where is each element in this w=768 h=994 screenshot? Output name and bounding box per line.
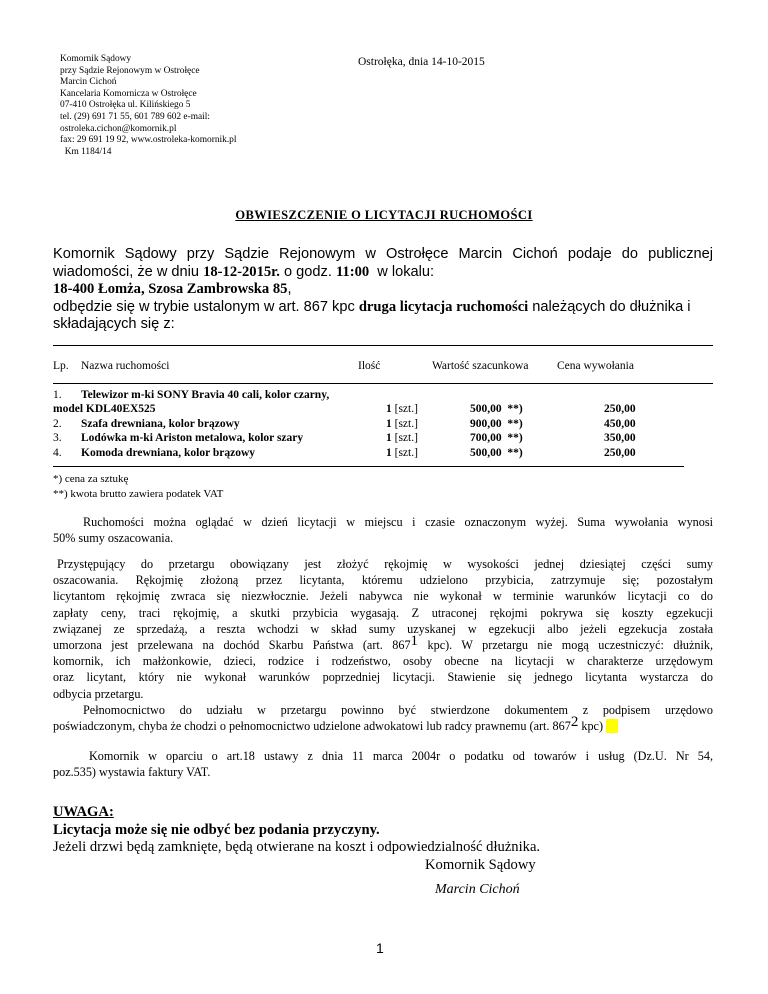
cell-price: 250,00 xyxy=(604,403,636,416)
cell-name: Telewizor m-ki SONY Bravia 40 cali, kolor czarny, xyxy=(81,389,330,401)
footnote: *) cena za sztukę xyxy=(53,473,129,485)
sender-line: tel. (29) 691 71 55, 601 789 602 e-mail: xyxy=(60,111,210,122)
notice-heading: UWAGA: xyxy=(53,804,114,820)
para-text: kpc) xyxy=(578,719,604,734)
sender-line: Kancelaria Komornicza w Ostrołęce xyxy=(60,88,197,99)
page-number: 1 xyxy=(376,940,384,956)
cell-qty xyxy=(386,431,418,445)
table-row xyxy=(53,417,693,431)
sender-line: Komornik Sądowy xyxy=(60,54,132,64)
intro-paragraph xyxy=(53,246,713,334)
qty-value: 1 xyxy=(386,403,392,416)
para-line: oszacowania. Rękojmię złożoną przez licytanta, któremu udzielono przybicia, zatrzymuje się; pozostałym xyxy=(53,573,713,588)
para-line: zapłaty ceny, traci rękojmię, a skutki przybicia wygasają. Z utraconej rękojmi pokrywa się koszty egzekucji xyxy=(53,605,713,620)
table-row xyxy=(53,388,693,402)
para-line: Komornik w oparciu o art.18 ustawy z dnia 11 marca 2004r o podatku od towarów i usług (Dz.U. Nr 54, xyxy=(89,749,713,763)
cell-qty xyxy=(386,446,418,460)
para-line: związanej ze sprzedażą, a reszta wchodzi w skład sumy uzyskanej w egzekucji albo jeżeli egzekucja została xyxy=(53,621,713,636)
para-line xyxy=(53,714,713,734)
highlight-mark xyxy=(606,719,618,733)
intro-text: o godz. xyxy=(279,263,336,280)
date-line: Ostrołęka, dnia 14-10-2015 xyxy=(358,56,485,68)
table-bottom-rule xyxy=(53,466,684,467)
intro-line: składających się z: xyxy=(53,316,175,333)
column-header-price: Cena wywołania xyxy=(557,360,634,372)
qty-unit: [szt.] xyxy=(391,417,418,430)
signature-role: Komornik Sądowy xyxy=(425,857,536,873)
cell-lp: 4. xyxy=(53,446,62,459)
intro-text: w lokalu: xyxy=(369,263,435,280)
cell-lp: 1. xyxy=(53,389,62,401)
article-superscript: 2 xyxy=(570,714,579,731)
auction-date: 18-12-2015r. xyxy=(203,263,280,280)
column-header-qty: Ilość xyxy=(358,360,381,372)
auction-type: druga licytacja ruchomości xyxy=(358,298,529,315)
table-row xyxy=(53,446,693,460)
intro-text: odbędzie się w trybie ustalonym w art. 867 kpc xyxy=(53,298,359,315)
intro-line xyxy=(53,264,713,282)
intro-text: wiadomości, że w dniu xyxy=(53,263,204,280)
viewing-paragraph xyxy=(53,514,713,546)
cell-price: 350,00 xyxy=(604,432,636,445)
auction-location: 18-400 Łomża, Szosa Zambrowska 85 xyxy=(53,281,288,298)
sender-line: 07-410 Ostrołęka ul. Kilińskiego 5 xyxy=(60,100,191,111)
cell-name: Komoda drewniana, kolor brązowy xyxy=(81,446,256,459)
signature-name: Marcin Cichoń xyxy=(435,882,520,897)
table-footnotes xyxy=(53,472,223,501)
para-text: poświadczonym, chyba że chodzi o pełnomocnictwo udzielone adwokatowi lub radcy prawnemu (art. 867 xyxy=(53,719,571,734)
qty-unit: [szt.] xyxy=(391,432,418,445)
sender-line: przy Sądzie Rejonowym w Ostrołęce xyxy=(60,65,200,76)
para-line: poz.535) wystawia faktury VAT. xyxy=(53,765,211,780)
document-title: OBWIESZCZENIE O LICYTACJI RUCHOMOŚCI xyxy=(235,208,533,222)
qty-unit: [szt.] xyxy=(391,403,418,416)
table-row xyxy=(53,431,693,445)
para-line: Przystępujący do przetargu obowiązany jest złożyć rękojmię w wysokości jednej dziesiątej części sumy xyxy=(57,557,713,571)
cell-price: 450,00 xyxy=(604,417,636,430)
deposit-paragraph xyxy=(53,556,713,702)
table-top-rule xyxy=(53,345,713,346)
vat-paragraph xyxy=(53,748,713,780)
para-line: komornik, ich małżonkowie, dzieci, rodzice i rodzeństwo, osoby obecne na licytacji w charakterze urzędowym xyxy=(53,654,713,669)
cell-value: 700,00 **) xyxy=(470,432,523,445)
cell-name: Szafa drewniana, kolor brązowy xyxy=(81,417,240,430)
cell-name-continued: model KDL40EX525 xyxy=(53,403,156,416)
qty-unit: [szt.] xyxy=(391,446,418,459)
proxy-paragraph xyxy=(53,702,713,734)
intro-text: należących do dłużnika i xyxy=(528,298,691,315)
qty-value: 1 xyxy=(386,417,392,430)
para-line: oraz licytant, który nie wykonał warunków poprzedniej licytacji. Stawienie się jednego licytanta wystarcza do xyxy=(53,670,713,685)
sender-line: ostroleka.cichon@komornik.pl xyxy=(60,123,177,134)
cell-name: Lodówka m-ki Ariston metalowa, kolor szary xyxy=(81,432,304,445)
article-superscript: 1 xyxy=(410,633,419,650)
cell-price: 250,00 xyxy=(604,446,636,459)
para-line: odbycia przetargu. xyxy=(53,686,144,701)
auction-time: 11:00 xyxy=(335,263,370,280)
notice-block xyxy=(53,804,540,857)
para-text: kpc). W przetargu nie mogą uczestniczyć: dłużnik, xyxy=(418,638,713,653)
para-text: umorzona jest przelewana na dochód Skarbu Państwa (art. 867 xyxy=(53,638,411,653)
intro-text: , xyxy=(287,281,292,298)
table-body xyxy=(53,388,693,460)
cell-value: 900,00 **) xyxy=(470,417,523,430)
notice-line: Jeżeli drzwi będą zamknięte, będą otwierane na koszt i odpowiedzialność dłużnika. xyxy=(53,839,541,856)
cell-value: 500,00 **) xyxy=(470,446,523,459)
cell-lp: 2. xyxy=(53,417,62,430)
column-header-name: Nazwa ruchomości xyxy=(81,360,170,372)
para-line: licytantom rękojmię zwraca się niezwłocznie. Jeżeli nabywca nie wykonał w terminie warunków licytacji co do xyxy=(53,589,713,604)
notice-line: Licytacja może się nie odbyć bez podania przyczyny. xyxy=(53,821,380,838)
cell-qty xyxy=(386,402,418,416)
cell-qty xyxy=(386,417,418,431)
qty-value: 1 xyxy=(386,446,392,459)
footnote: **) kwota brutto zawiera podatek VAT xyxy=(53,487,224,500)
case-number: Km 1184/14 xyxy=(60,146,112,157)
para-line: Ruchomości można oglądać w dzień licytacji w miejscu i czasie oznaczonym wyżej. Suma wywołania wynosi xyxy=(83,515,713,529)
table-header-rule xyxy=(53,383,713,384)
column-header-value: Wartość szacunkowa xyxy=(432,360,529,372)
intro-line: Komornik Sądowy przy Sądzie Rejonowym w Ostrołęce Marcin Cichoń podaje do publicznej xyxy=(53,246,713,262)
table-row xyxy=(53,402,693,416)
column-header-lp: Lp. xyxy=(53,360,69,372)
sender-address-block xyxy=(60,54,236,158)
sender-line: Marcin Cichoń xyxy=(60,77,117,88)
sender-line: fax: 29 691 19 92, www.ostroleka-komornik.pl xyxy=(60,135,237,146)
intro-line xyxy=(53,281,713,299)
qty-value: 1 xyxy=(386,432,392,445)
cell-value: 500,00 **) xyxy=(470,403,523,416)
para-line: Pełnomocnictwo do udziału w przetargu powinno być stwierdzone dokumentem z podpisem urzędowo xyxy=(83,703,713,717)
intro-line xyxy=(53,299,713,317)
para-line xyxy=(53,633,713,653)
para-line: 50% sumy oszacowania. xyxy=(53,531,174,546)
cell-lp: 3. xyxy=(53,432,62,445)
